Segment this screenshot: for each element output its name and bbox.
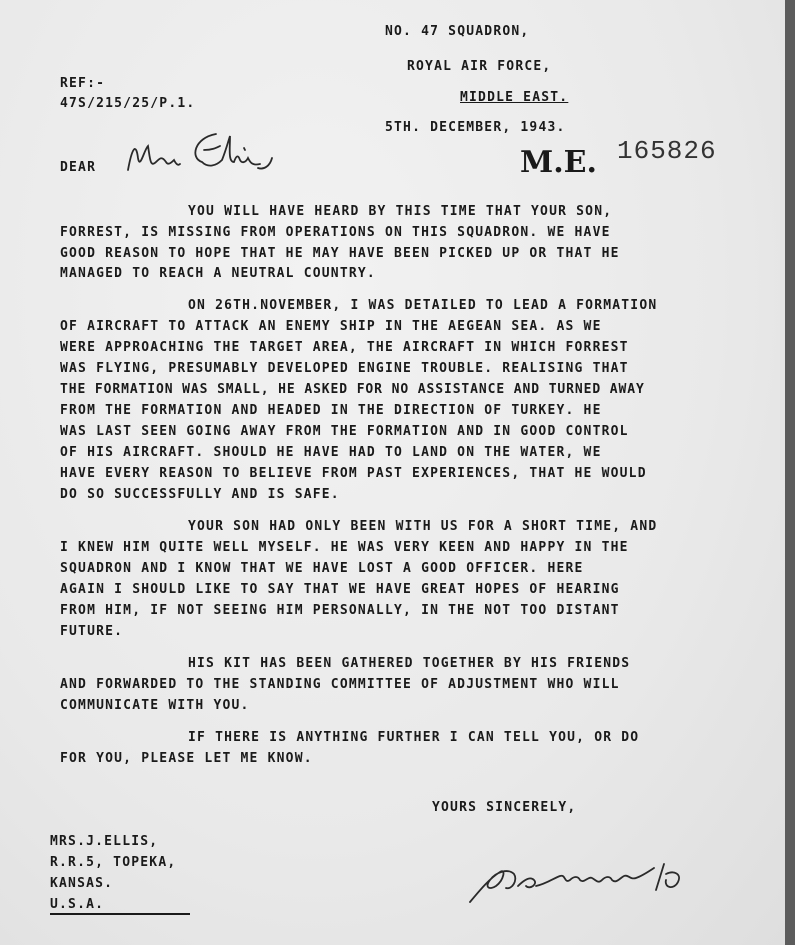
squadron-line: NO. 47 SQUADRON,	[385, 24, 530, 39]
reference-code: 47S/215/25/P.1.	[60, 96, 196, 111]
address-line: MRS.J.ELLIS,	[50, 834, 159, 849]
date-line: 5TH. DECEMBER, 1943.	[385, 120, 566, 135]
address-line: R.R.5, TOPEKA,	[50, 855, 177, 870]
body-line: FUTURE.	[60, 624, 124, 639]
body-line: FORREST, IS MISSING FROM OPERATIONS ON THIS SQUADRON. WE HAVE	[60, 225, 611, 240]
body-line: YOU WILL HAVE HEARD BY THIS TIME THAT YOUR SON,	[188, 204, 613, 219]
address-underline	[50, 913, 190, 915]
body-line: I KNEW HIM QUITE WELL MYSELF. HE WAS VERY KEEN AND HAPPY IN THE	[60, 540, 629, 555]
body-line: MANAGED TO REACH A NEUTRAL COUNTRY.	[60, 266, 376, 281]
body-line: FROM THE FORMATION AND HEADED IN THE DIRECTION OF TURKEY. HE	[60, 403, 602, 418]
body-line: SQUADRON AND I KNOW THAT WE HAVE LOST A GOOD OFFICER. HERE	[60, 561, 584, 576]
body-line: AND FORWARDED TO THE STANDING COMMITTEE OF ADJUSTMENT WHO WILL	[60, 677, 620, 692]
body-line: AGAIN I SHOULD LIKE TO SAY THAT WE HAVE GREAT HOPES OF HEARING	[60, 582, 620, 597]
body-line: OF HIS AIRCRAFT. SHOULD HE HAVE HAD TO LAND ON THE WATER, WE	[60, 445, 602, 460]
body-line: YOUR SON HAD ONLY BEEN WITH US FOR A SHORT TIME, AND	[188, 519, 658, 534]
body-line: ON 26TH.NOVEMBER, I WAS DETAILED TO LEAD A FORMATION	[188, 298, 658, 313]
address-line: KANSAS.	[50, 876, 114, 891]
body-line: WAS FLYING, PRESUMABLY DEVELOPED ENGINE TROUBLE. REALISING THAT	[60, 361, 629, 376]
body-line: FROM HIM, IF NOT SEEING HIM PERSONALLY, IN THE NOT TOO DISTANT	[60, 603, 620, 618]
body-line: FOR YOU, PLEASE LET ME KNOW.	[60, 751, 313, 766]
scan-edge	[785, 0, 795, 945]
location-line: MIDDLE EAST.	[460, 90, 569, 105]
body-line: HAVE EVERY REASON TO BELIEVE FROM PAST EXPERIENCES, THAT HE WOULD	[60, 466, 647, 481]
signature-image	[460, 850, 720, 910]
reference-label: REF:-	[60, 76, 106, 91]
body-line: COMMUNICATE WITH YOU.	[60, 698, 250, 713]
body-line: GOOD REASON TO HOPE THAT HE MAY HAVE BEEN PICKED UP OR THAT HE	[60, 246, 620, 261]
closing: YOURS SINCERELY,	[432, 800, 577, 815]
address-line: U.S.A.	[50, 897, 105, 912]
stamp-prefix: M.E.	[520, 145, 597, 180]
body-line: OF AIRCRAFT TO ATTACK AN ENEMY SHIP IN THE AEGEAN SEA. AS WE	[60, 319, 602, 334]
body-line: HIS KIT HAS BEEN GATHERED TOGETHER BY HIS FRIENDS	[188, 656, 631, 671]
body-line: THE FORMATION WAS SMALL, HE ASKED FOR NO ASSISTANCE AND TURNED AWAY	[60, 382, 645, 397]
salutation: DEAR	[60, 160, 97, 175]
service-line: ROYAL AIR FORCE,	[407, 59, 552, 74]
body-line: WAS LAST SEEN GOING AWAY FROM THE FORMATION AND IN GOOD CONTROL	[60, 424, 629, 439]
handwritten-name	[120, 128, 290, 180]
body-line: IF THERE IS ANYTHING FURTHER I CAN TELL YOU, OR DO	[188, 730, 640, 745]
body-line: DO SO SUCCESSFULLY AND IS SAFE.	[60, 487, 340, 502]
body-line: WERE APPROACHING THE TARGET AREA, THE AIRCRAFT IN WHICH FORREST	[60, 340, 629, 355]
stamp-number: 165826	[617, 136, 717, 166]
